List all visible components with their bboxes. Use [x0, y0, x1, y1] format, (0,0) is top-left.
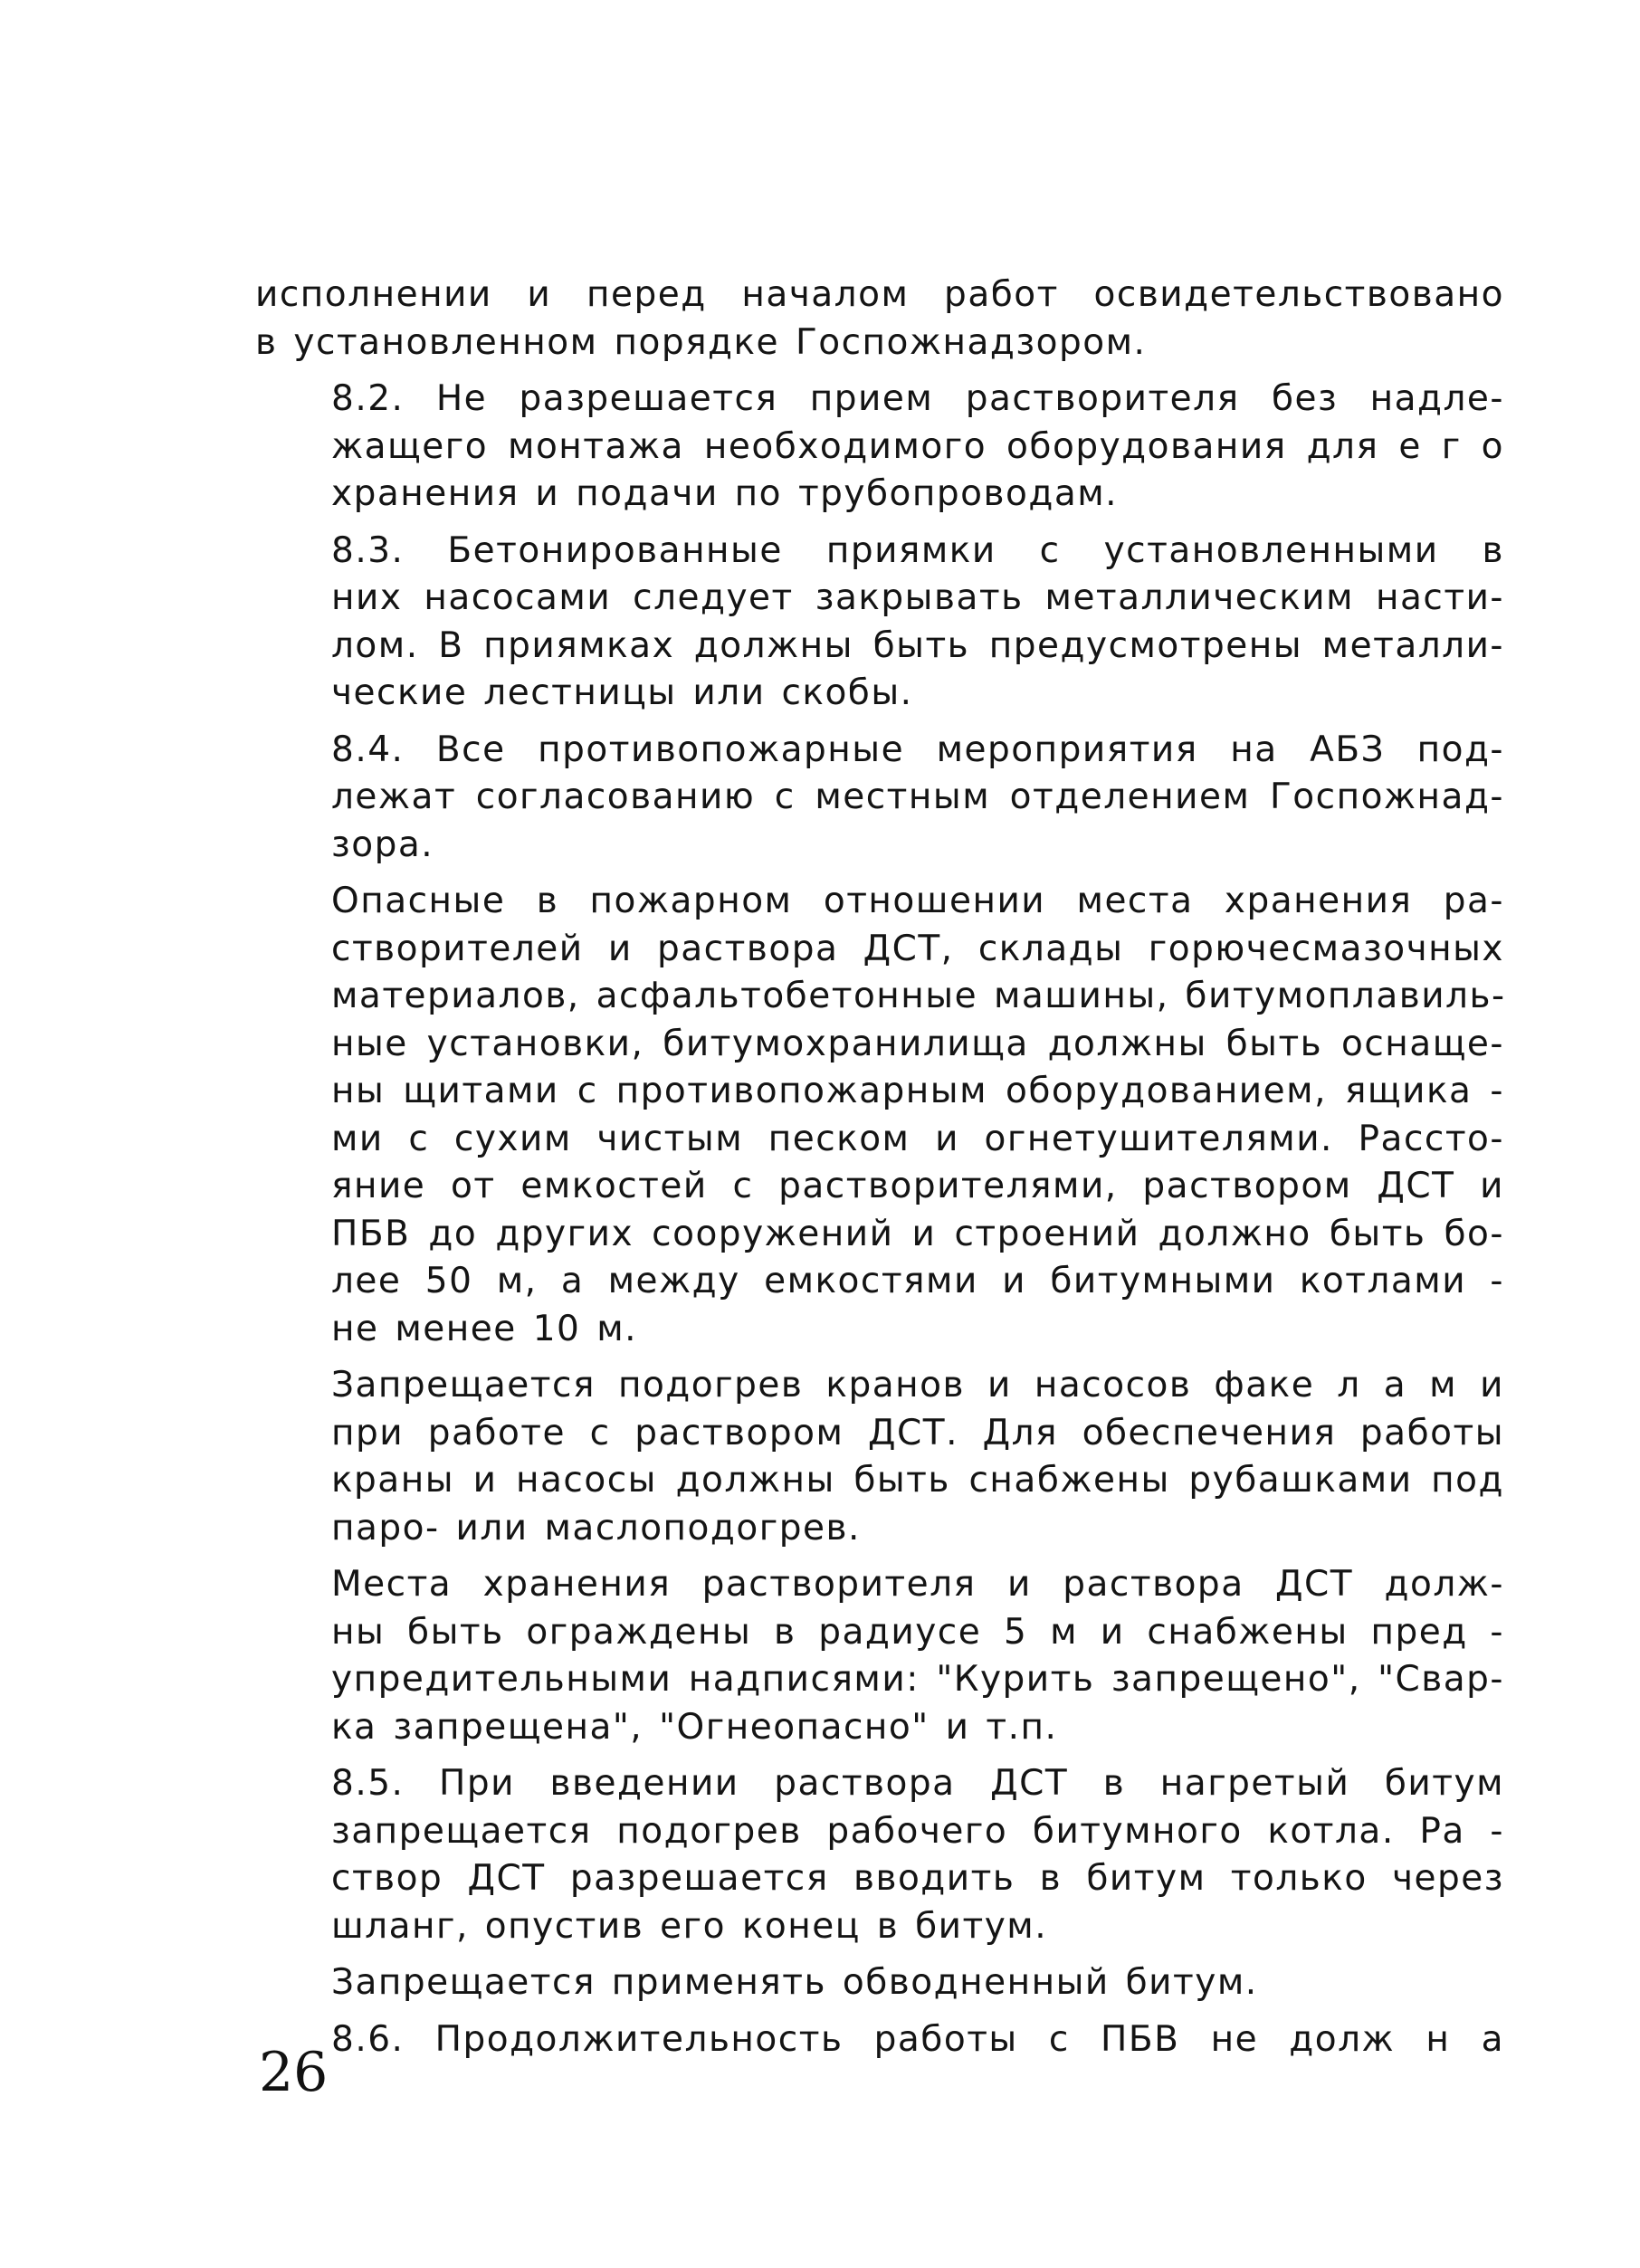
- paragraph: [255, 727, 1504, 870]
- text-line: паро- или маслоподогрев.: [331, 1507, 861, 1549]
- text-line: зора.: [331, 824, 434, 865]
- text-line: упредительными надписями: "Курить запрещено", "Свар-: [331, 1659, 1504, 1700]
- text-line: ные установки, битумохранилища должны быть оснаще-: [331, 1023, 1504, 1064]
- text-line: ческие лестницы или скобы.: [331, 672, 913, 713]
- paragraph: [255, 376, 1504, 519]
- text-line: 8.3. Бетонированные приямки с установленными в: [331, 529, 1504, 571]
- text-line: не менее 10 м.: [331, 1308, 638, 1349]
- text-line: 8.2. Не разрешается прием растворителя без надле-: [331, 378, 1504, 419]
- text-line: жащего монтажа необходимого оборудования для е г о: [331, 425, 1504, 467]
- text-line: лее 50 м, а между емкостями и битумными котлами -: [331, 1261, 1504, 1301]
- text-line: ми с сухим чистым песком и огнетушителями. Рассто-: [331, 1118, 1504, 1159]
- text-line: яние от емкостей с растворителями, раствором ДСТ и: [331, 1166, 1504, 1206]
- paragraph: [255, 2016, 1504, 2064]
- text-line: материалов, асфальтобетонные машины, битумоплавиль-: [331, 976, 1506, 1016]
- text-line: Места хранения растворителя и раствора ДСТ долж-: [331, 1564, 1504, 1605]
- text-line: краны и насосы должны быть снабжены рубашками под: [331, 1460, 1504, 1501]
- paragraph: [255, 1561, 1504, 1751]
- paragraph: [255, 1959, 1504, 2007]
- text-line: в установленном порядке Госпожнадзором.: [255, 321, 1147, 363]
- paragraph: [255, 878, 1504, 1353]
- body-text: [255, 272, 1504, 2073]
- text-line: шланг, опустив его конец в битум.: [331, 1905, 1048, 1947]
- text-line: створителей и раствора ДСТ, склады горючесмазочных: [331, 928, 1504, 969]
- text-line: 8.5. При введении раствора ДСТ в нагретый битум: [331, 1763, 1504, 1804]
- text-line: ны щитами с противопожарным оборудованием, ящика -: [331, 1071, 1504, 1111]
- text-line: ны быть ограждены в радиусе 5 м и снабжены пред -: [331, 1611, 1504, 1653]
- paragraph: [255, 1760, 1504, 1950]
- text-line: исполнении и перед началом работ освидетельствовано: [255, 274, 1504, 315]
- text-line: лежат согласованию с местным отделением Госпожнад-: [331, 777, 1504, 817]
- text-line: створ ДСТ разрешается вводить в битум только через: [331, 1858, 1504, 1899]
- text-line: 8.4. Все противопожарные мероприятия на АБЗ под-: [331, 729, 1504, 770]
- paragraph: [255, 1362, 1504, 1552]
- text-line: ПБВ до других сооружений и строений должно быть бо-: [331, 1213, 1504, 1254]
- text-line: хранения и подачи по трубопроводам.: [331, 473, 1119, 514]
- text-line: лом. В приямках должны быть предусмотрены металли-: [331, 624, 1504, 666]
- text-line: 8.6. Продолжительность работы с ПБВ не долж н а: [331, 2018, 1504, 2060]
- page-number: 26: [259, 2041, 329, 2104]
- paragraph: [255, 272, 1504, 367]
- text-line: при работе с раствором ДСТ. Для обеспечения работы: [331, 1412, 1504, 1453]
- text-line: Опасные в пожарном отношении места хранения ра-: [331, 881, 1504, 921]
- paragraph: [255, 528, 1504, 718]
- text-line: них насосами следует закрывать металлическим насти-: [331, 577, 1504, 618]
- text-line: Запрещается применять обводненный битум.: [331, 1962, 1258, 2003]
- text-line: запрещается подогрев рабочего битумного котла. Ра -: [331, 1810, 1504, 1852]
- text-line: Запрещается подогрев кранов и насосов факе л а м и: [331, 1365, 1504, 1406]
- text-line: ка запрещена", "Огнеопасно" и т.п.: [331, 1706, 1058, 1748]
